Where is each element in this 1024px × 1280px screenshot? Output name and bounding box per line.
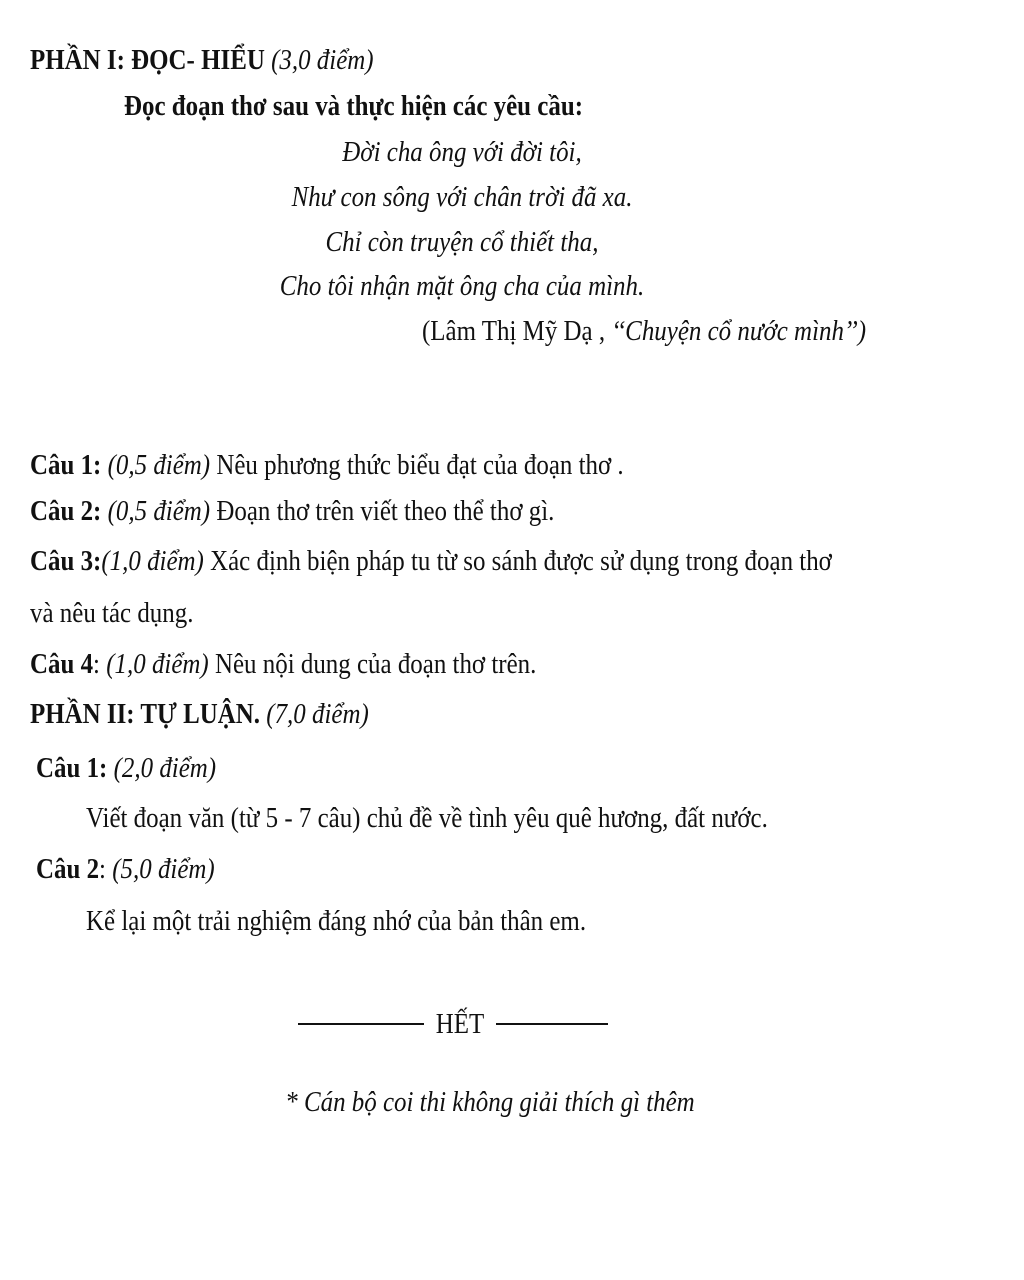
part1-points: (3,0 điểm): [271, 44, 374, 76]
proctor-note: * Cán bộ coi thi không giải thích gì thêm: [285, 1086, 695, 1118]
question-colon: :: [99, 853, 106, 885]
question-text: Nêu nội dung của đoạn thơ trên.: [214, 648, 537, 680]
question-points: (0,5 điểm): [107, 449, 211, 481]
reading-question-2: [30, 493, 554, 529]
question-label: Câu 2:: [30, 495, 102, 527]
part2-points: (7,0 điểm): [266, 698, 369, 730]
poem-source-title: ‘‘Chuyện cổ nước mình’’): [611, 315, 867, 347]
reading-question-3: [30, 543, 832, 579]
end-rule-right: [496, 1023, 608, 1025]
reading-question-4: [30, 646, 536, 682]
question-text: Đoạn thơ trên viết theo thể thơ gì.: [216, 495, 555, 527]
part1-title: PHẦN I: ĐỌC- HIỂU: [30, 44, 265, 76]
essay-question-1-text: Viết đoạn văn (từ 5 - 7 câu) chủ đề về tình yêu quê hương, đất nước.: [86, 802, 768, 834]
question-text: Nêu phương thức biểu đạt của đoạn thơ .: [216, 449, 624, 481]
question-text: Xác định biện pháp tu từ so sánh được sử dụng trong đoạn thơ: [210, 545, 832, 577]
part2-heading: [30, 696, 369, 732]
question-label: Câu 1:: [36, 752, 108, 784]
poem-line-1: Đời cha ông với đời tôi,: [342, 136, 582, 168]
question-points: (2,0 điểm): [113, 752, 217, 784]
question-points: (0,5 điểm): [107, 495, 211, 527]
reading-question-3-continuation: và nêu tác dụng.: [30, 597, 194, 629]
poem-line-2: Như con sông với chân trời đã xa.: [291, 181, 633, 213]
question-label: Câu 2: [36, 853, 100, 885]
part2-title: PHẦN II: TỰ LUẬN.: [30, 698, 261, 730]
part1-instruction: Đọc đoạn thơ sau và thực hiện các yêu cầu:: [124, 90, 584, 122]
question-points: (1,0 điểm): [106, 648, 209, 680]
reading-question-1: [30, 447, 624, 483]
poem-source-author: (Lâm Thị Mỹ Dạ ,: [422, 315, 612, 347]
question-points: (5,0 điểm): [112, 853, 215, 885]
question-colon: :: [93, 648, 100, 680]
poem-line-3: Chỉ còn truyện cổ thiết tha,: [325, 226, 599, 258]
essay-question-1: [36, 750, 216, 786]
question-points: (1,0 điểm): [101, 545, 204, 577]
essay-question-2: [36, 851, 215, 887]
poem-source: [422, 313, 866, 349]
part1-heading: [30, 42, 374, 78]
end-marker: HẾT: [435, 1008, 485, 1040]
essay-question-2-text: Kể lại một trải nghiệm đáng nhớ của bản thân em.: [86, 905, 587, 937]
question-label: Câu 1:: [30, 449, 102, 481]
question-label: Câu 3:: [30, 545, 102, 577]
poem-line-4: Cho tôi nhận mặt ông cha của mình.: [279, 270, 645, 302]
question-label: Câu 4: [30, 648, 94, 680]
